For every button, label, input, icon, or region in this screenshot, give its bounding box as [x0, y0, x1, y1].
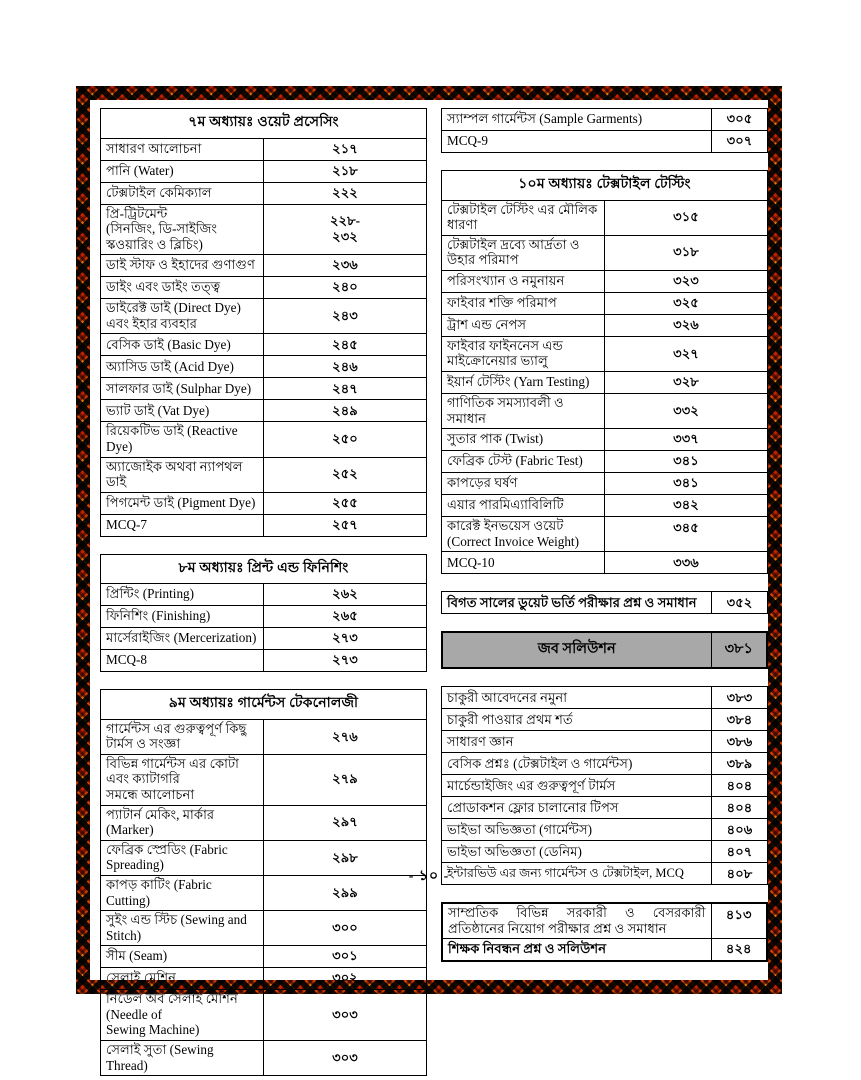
- chapter-10-table: [441, 170, 768, 574]
- entry-title: টেক্সটাইল কেমিক্যাল: [101, 182, 264, 204]
- entry-title: গার্মেন্টস এর গুরুত্বপূর্ণ কিছু টার্মস ও সংজ্ঞা: [101, 719, 264, 754]
- entry-page: ২৪০: [264, 277, 427, 299]
- entry-page: ২৫৫: [264, 492, 427, 514]
- entry-page: ৪০৪: [712, 775, 768, 797]
- banner-row: [442, 632, 767, 668]
- entry-title: ভ্যাট ডাই (Vat Dye): [101, 400, 264, 422]
- entry-title: রিয়েকটিভ ডাই (Reactive Dye): [101, 422, 264, 457]
- page-number: - ১০ -: [408, 869, 450, 884]
- entry-title: পিগমেন্ট ডাই (Pigment Dye): [101, 492, 264, 514]
- entry-title: মার্সেরাইজিং (Mercerization): [101, 628, 264, 650]
- table-row[interactable]: [101, 911, 427, 946]
- entry-title: ফেব্রিক টেস্ট (Fabric Test): [442, 451, 605, 473]
- table-row[interactable]: [442, 371, 768, 393]
- chapter-8-table: [100, 554, 427, 673]
- entry-page-line2: ২৩২: [332, 228, 358, 244]
- table-row[interactable]: [101, 719, 427, 754]
- entry-title: [442, 517, 605, 552]
- entry-page: ২৯৮: [264, 840, 427, 875]
- table-row[interactable]: [442, 495, 768, 517]
- entry-page: ২১৮: [264, 160, 427, 182]
- entry-page: ৩০৭: [712, 131, 768, 153]
- table-row[interactable]: [101, 422, 427, 457]
- table-row[interactable]: [101, 492, 427, 514]
- entry-page: ৩৪৫: [605, 517, 768, 552]
- entry-title-line1: নিডেল অব সেলাই মেশিন (Needle of: [106, 991, 238, 1022]
- chapter-8-heading-row: [101, 554, 427, 584]
- chapter-10-heading: ১০ম অধ্যায়ঃ টেক্সটাইল টেস্টিং: [442, 171, 768, 201]
- entry-page: ২৪৩: [264, 299, 427, 334]
- table-row[interactable]: [442, 292, 768, 314]
- right-column: [441, 108, 768, 979]
- entry-title: ডাই স্টাফ ও ইহাদের গুণাগুণ: [101, 255, 264, 277]
- entry-title: বেসিক ডাই (Basic Dye): [101, 334, 264, 356]
- entry-page: ৪০৪: [712, 797, 768, 819]
- entry-title: MCQ-9: [442, 131, 712, 153]
- chapter-10-heading-row: [442, 171, 768, 201]
- table-row[interactable]: [442, 939, 767, 961]
- chapter-7-table: [100, 108, 427, 537]
- table-row[interactable]: [101, 255, 427, 277]
- entry-page: ২৭৩: [264, 628, 427, 650]
- entry-title: কাপড় কাটিং (Fabric Cutting): [101, 875, 264, 910]
- table-row[interactable]: [442, 775, 768, 797]
- entry-page: ২৩৬: [264, 255, 427, 277]
- entry-title: সীম (Seam): [101, 946, 264, 968]
- entry-page: ২৯৯: [264, 875, 427, 910]
- table-row[interactable]: [442, 473, 768, 495]
- table-row[interactable]: [101, 160, 427, 182]
- entry-title-line1: প্রি-ট্রিটমেন্ট: [106, 205, 168, 221]
- table-row[interactable]: [101, 990, 427, 1041]
- table-row[interactable]: [442, 819, 768, 841]
- entry-title: [101, 204, 264, 255]
- chapter-9-heading: ৯ম অধ্যায়ঃ গার্মেন্টস টেকনোলজী: [101, 690, 427, 720]
- table-row[interactable]: [442, 393, 768, 428]
- entry-title-line2: Sewing Machine): [106, 1022, 200, 1038]
- table-row[interactable]: [101, 334, 427, 356]
- entry-title: চাকুরী আবেদনের নমুনা: [442, 687, 712, 709]
- entry-title: শিক্ষক নিবন্ধন প্রশ্ন ও সলিউশন: [442, 939, 711, 961]
- chapter-9-heading-row: [101, 690, 427, 720]
- table-row[interactable]: [101, 606, 427, 628]
- table-row[interactable]: [442, 314, 768, 336]
- entry-page: ৩৮৬: [712, 731, 768, 753]
- entry-page: ৩২৬: [605, 314, 768, 336]
- entry-page: ২৫০: [264, 422, 427, 457]
- table-row[interactable]: [442, 200, 768, 235]
- entry-page: ২১৭: [264, 138, 427, 160]
- table-row[interactable]: [442, 270, 768, 292]
- entry-title: স্যাম্পল গার্মেন্টস (Sample Garments): [442, 109, 712, 131]
- entry-title: পরিসংখ্যান ও নমুনায়ন: [442, 270, 605, 292]
- left-column: [100, 108, 427, 1080]
- entry-title: চাকুরী পাওয়ার প্রথম শর্ত: [442, 709, 712, 731]
- job-solution-label: জব সলিউশন: [442, 632, 711, 668]
- entry-title: সালফার ডাই (Sulphar Dye): [101, 378, 264, 400]
- duet-exam-table: [441, 591, 768, 614]
- entry-page: ৩০২: [264, 968, 427, 990]
- entry-title: [101, 990, 264, 1041]
- entry-title: MCQ-7: [101, 514, 264, 536]
- entry-page: ৩৪২: [605, 495, 768, 517]
- entry-title-line2: (সিনজিং, ডি-সাইজিং স্কওয়ারিং ও ব্লিচিং): [106, 221, 218, 252]
- table-row[interactable]: [442, 841, 768, 863]
- ornamental-border-frame: [76, 86, 782, 1073]
- table-row[interactable]: [442, 451, 768, 473]
- entry-title: ফেব্রিক স্প্রেডিং (Fabric Spreading): [101, 840, 264, 875]
- entry-title: প্রিন্টিং (Printing): [101, 584, 264, 606]
- recruitment-exam-table: [441, 902, 768, 962]
- entry-page: ২৪৯: [264, 400, 427, 422]
- table-row[interactable]: [101, 204, 427, 255]
- entry-title: ফাইবার শক্তি পরিমাপ: [442, 292, 605, 314]
- entry-page: ৩৮৯: [712, 753, 768, 775]
- chapter-7-heading: ৭ম অধ্যায়ঃ ওয়েট প্রসেসিং: [101, 109, 427, 139]
- table-row[interactable]: [101, 584, 427, 606]
- entry-page: ৩০১: [264, 946, 427, 968]
- entry-title: পানি (Water): [101, 160, 264, 182]
- entry-page: ২৭৩: [264, 650, 427, 672]
- entry-title: ডাইরেক্ট ডাই (Direct Dye) এবং ইহার ব্যবহার: [101, 299, 264, 334]
- entry-page-line1: ২২৮-: [329, 213, 361, 229]
- table-row[interactable]: [101, 277, 427, 299]
- table-row[interactable]: [101, 400, 427, 422]
- table-row[interactable]: [101, 650, 427, 672]
- table-row[interactable]: [442, 753, 768, 775]
- page-content-area: [90, 100, 768, 1073]
- entry-page: ৪২৪: [711, 939, 767, 961]
- entry-page: ২৬৫: [264, 606, 427, 628]
- table-row[interactable]: [101, 299, 427, 334]
- entry-title: বেসিক প্রশ্নঃ (টেক্সটাইল ও গার্মেন্টস): [442, 753, 712, 775]
- job-solution-banner[interactable]: [441, 631, 768, 669]
- entry-title-line1: সাম্প্রতিক বিভিন্ন সরকারী ও বেসরকারী: [448, 905, 706, 921]
- table-row[interactable]: [101, 754, 427, 805]
- chapter-7-heading-row: [101, 109, 427, 139]
- table-row[interactable]: [442, 687, 768, 709]
- entry-page: ২৪৭: [264, 378, 427, 400]
- entry-page: ৩২৮: [605, 371, 768, 393]
- entry-page: ৩২৫: [605, 292, 768, 314]
- entry-title-line1: কারেক্ট ইনভয়েস ওয়েট: [447, 518, 564, 534]
- table-row[interactable]: [442, 797, 768, 819]
- entry-page: ৩২৩: [605, 270, 768, 292]
- entry-page: ২৭৯: [264, 754, 427, 805]
- chapter-9-continued-table: [441, 108, 768, 153]
- entry-title: অ্যাসিড ডাই (Acid Dye): [101, 356, 264, 378]
- entry-page: ৩৩৬: [605, 552, 768, 574]
- entry-page: ৩৪১: [605, 451, 768, 473]
- entry-title: প্রোডাকশন ফ্লোর চালানোর টিপস: [442, 797, 712, 819]
- job-solution-page: ৩৮১: [711, 632, 767, 668]
- entry-title: ফিনিশিং (Finishing): [101, 606, 264, 628]
- entry-title: সাধারণ জ্ঞান: [442, 731, 712, 753]
- entry-title-line1: বিভিন্ন গার্মেন্টস এর কোটা এবং ক্যাটাগরি: [106, 755, 240, 787]
- entry-title: এয়ার পারমিএ্যাবিলিটি: [442, 495, 605, 517]
- entry-page: ৪১৩: [711, 903, 767, 939]
- entry-page: ৩১৫: [605, 200, 768, 235]
- entry-page: ২৪৫: [264, 334, 427, 356]
- table-row[interactable]: [442, 592, 768, 614]
- entry-title: ট্রাশ এন্ড নেপস: [442, 314, 605, 336]
- table-row[interactable]: [442, 429, 768, 451]
- entry-title-line2: প্রতিষ্ঠানের নিয়োগ পরীক্ষার প্রশ্ন ও সমাধান: [448, 920, 667, 936]
- entry-page: [264, 204, 427, 255]
- entry-page: ৩৮৩: [712, 687, 768, 709]
- entry-title: গাণিতিক সমস্যাবলী ও সমাধান: [442, 393, 605, 428]
- entry-title: সুইং এন্ড স্টিচ (Sewing and Stitch): [101, 911, 264, 946]
- entry-title: ইন্টারভিউ এর জন্য গার্মেন্টস ও টেক্সটাইল, MCQ: [442, 863, 712, 885]
- entry-title: ফাইবার ফাইননেস এন্ড মাইক্রোনেয়ার ভ্যালু: [442, 336, 605, 371]
- entry-title: [101, 754, 264, 805]
- two-column-layout: [100, 108, 758, 1073]
- entry-page: ৩৩৭: [605, 429, 768, 451]
- entry-title: মার্চেন্ডাইজিং এর গুরুত্বপূর্ণ টার্মস: [442, 775, 712, 797]
- entry-title: সেলাই মেশিন: [101, 968, 264, 990]
- entry-title: ইয়ার্ন টেস্টিং (Yarn Testing): [442, 371, 605, 393]
- entry-page: ৪০৮: [712, 863, 768, 885]
- table-row[interactable]: [101, 356, 427, 378]
- table-row[interactable]: [101, 378, 427, 400]
- entry-page: ২৪৬: [264, 356, 427, 378]
- entry-title: প্যাটার্ন মেকিং, মার্কার (Marker): [101, 805, 264, 840]
- entry-page: ৩০৩: [264, 1041, 427, 1076]
- entry-page: ৩২৭: [605, 336, 768, 371]
- entry-title: ভাইভা অভিজ্ঞতা (ডেনিম): [442, 841, 712, 863]
- table-row[interactable]: [442, 903, 767, 939]
- entry-page: ৩৩২: [605, 393, 768, 428]
- entry-page: ৪০৭: [712, 841, 768, 863]
- table-row[interactable]: [442, 552, 768, 574]
- entry-page: ৩০৩: [264, 990, 427, 1041]
- entry-title: MCQ-8: [101, 650, 264, 672]
- entry-title-line2: সমন্ধে আলোচনা: [106, 787, 195, 803]
- entry-title: সেলাই সুতা (Sewing Thread): [101, 1041, 264, 1076]
- entry-title: কাপড়ের ঘর্ষণ: [442, 473, 605, 495]
- table-row[interactable]: [442, 731, 768, 753]
- entry-page: ২৭৬: [264, 719, 427, 754]
- entry-title: বিগত সালের ডুয়েট ভর্তি পরীক্ষার প্রশ্ন ও সমাধান: [442, 592, 712, 614]
- table-row[interactable]: [101, 514, 427, 536]
- chapter-8-heading: ৮ম অধ্যায়ঃ প্রিন্ট এন্ড ফিনিশিং: [101, 554, 427, 584]
- table-row[interactable]: [101, 628, 427, 650]
- entry-page: ৩০০: [264, 911, 427, 946]
- entry-page: ৪০৬: [712, 819, 768, 841]
- table-row[interactable]: [101, 805, 427, 840]
- table-row[interactable]: [442, 235, 768, 270]
- entry-title: অ্যাজোইক অথবা ন্যাপথল ডাই: [101, 457, 264, 492]
- entry-title: টেক্সটাইল দ্রব্যে আর্দ্রতা ও উহার পরিমাপ: [442, 235, 605, 270]
- entry-page: ২৬২: [264, 584, 427, 606]
- entry-title: MCQ-10: [442, 552, 605, 574]
- entry-title: সাধারণ আলোচনা: [101, 138, 264, 160]
- entry-title: ভাইভা অভিজ্ঞতা (গার্মেন্টস): [442, 819, 712, 841]
- table-row[interactable]: [101, 946, 427, 968]
- table-row[interactable]: [442, 517, 768, 552]
- entry-title: [442, 903, 711, 939]
- entry-title: সুতার পাক (Twist): [442, 429, 605, 451]
- entry-page: ৩০৫: [712, 109, 768, 131]
- entry-page: ২৫৭: [264, 514, 427, 536]
- entry-page: ৩৪১: [605, 473, 768, 495]
- table-row[interactable]: [442, 336, 768, 371]
- entry-page: ২৯৭: [264, 805, 427, 840]
- entry-title: টেক্সটাইল টেস্টিং এর মৌলিক ধারণা: [442, 200, 605, 235]
- table-row[interactable]: [101, 182, 427, 204]
- entry-title: ডাইং এবং ডাইং তত্ত্ব: [101, 277, 264, 299]
- entry-page: ২২২: [264, 182, 427, 204]
- entry-title-line2: (Correct Invoice Weight): [447, 533, 579, 549]
- entry-page: ৩৫২: [712, 592, 768, 614]
- table-row[interactable]: [442, 131, 768, 153]
- entry-page: ৩১৮: [605, 235, 768, 270]
- entry-page: ৩৮৪: [712, 709, 768, 731]
- table-row[interactable]: [101, 968, 427, 990]
- table-row[interactable]: [442, 709, 768, 731]
- table-row[interactable]: [101, 138, 427, 160]
- table-row[interactable]: [442, 109, 768, 131]
- table-row[interactable]: [101, 1041, 427, 1076]
- table-row[interactable]: [101, 457, 427, 492]
- job-solution-table: [441, 686, 768, 885]
- entry-page: ২৫২: [264, 457, 427, 492]
